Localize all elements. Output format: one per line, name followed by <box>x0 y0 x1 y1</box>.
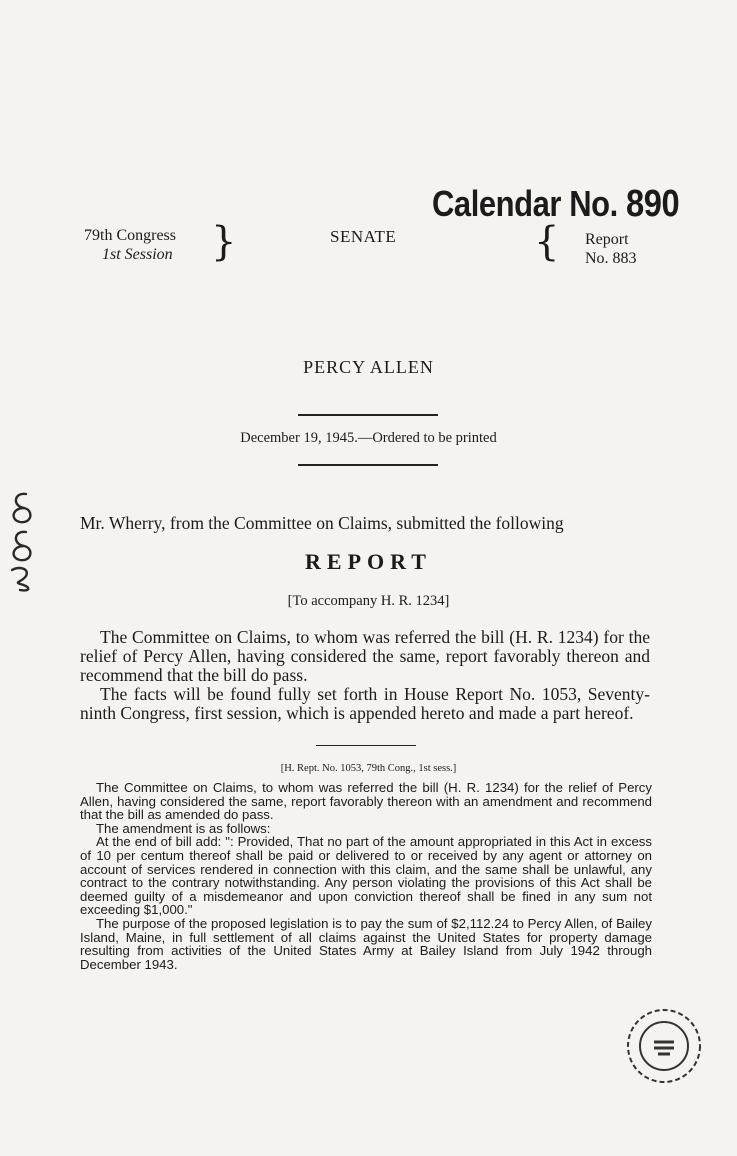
page-title: PERCY ALLEN <box>303 357 434 377</box>
right-brace: { <box>534 219 560 265</box>
handwritten-note <box>4 488 38 592</box>
divider-rule <box>298 464 438 466</box>
divider-rule <box>316 745 416 746</box>
ordered-line: December 19, 1945.—Ordered to be printed <box>240 430 497 446</box>
report-label: Report <box>585 231 629 248</box>
report-number: No. 883 <box>585 250 637 267</box>
paragraph: The facts will be found fully set forth in House Report No. 1053, Seventy-ninth Congress, first session, which is appended hereto and made a part hereof. <box>80 684 650 723</box>
library-stamp-icon <box>624 1006 704 1086</box>
submitted-by-line: Mr. Wherry, from the Committee on Claims, submitted the following <box>80 513 564 533</box>
house-report-body <box>80 781 652 971</box>
senate-report-body <box>80 628 650 723</box>
report-number-block <box>585 230 637 268</box>
paragraph: The Committee on Claims, to whom was referred the bill (H. R. 1234) for the relief of Percy Allen, having considered the same, report favorably thereon with an amendment and recommend that the bill as amended do pass. <box>80 780 652 823</box>
congress-session-block <box>84 226 176 264</box>
paragraph: The amendment is as follows: <box>96 820 271 836</box>
house-report-reference: [H. Rept. No. 1053, 79th Cong., 1st sess.] <box>280 763 457 774</box>
calendar-prefix: Calendar No. <box>432 183 618 224</box>
accompany-line: [To accompany H. R. 1234] <box>287 593 450 609</box>
paragraph: At the end of bill add: ": Provided, That no part of the amount appropriated in this Act in excess of 10 per centum thereof shall be paid or delivered to or received by any agent or attorney on account of services rendered in connection with this claim, and the same shall be unlawful, any contract to the contrary notwithstanding. Any person violating the provisions of this Act shall be deemed guilty of a misdemeanor and upon conviction thereof shall be fined in any sum not exceeding $1,000." <box>80 834 652 918</box>
divider-rule <box>298 414 438 416</box>
session-label: 1st Session <box>102 246 173 263</box>
paragraph: The purpose of the proposed legislation is to pay the sum of $2,112.24 to Percy Allen, of Bailey Island, Maine, in full settlement of all claims against the United States for property damage resulting from activities of the United States Army at Bailey Island from July 1942 through December 1943. <box>80 915 652 972</box>
paragraph: The Committee on Claims, to whom was referred the bill (H. R. 1234) for the relief of Percy Allen, having considered the same, report favorably thereon and recommend that the bill do pass. <box>80 627 650 685</box>
chamber-label: SENATE <box>330 227 397 246</box>
report-heading: REPORT <box>305 549 432 574</box>
congress-label: 79th Congress <box>84 227 176 244</box>
left-brace: } <box>211 219 237 265</box>
calendar-value: 890 <box>625 183 680 225</box>
